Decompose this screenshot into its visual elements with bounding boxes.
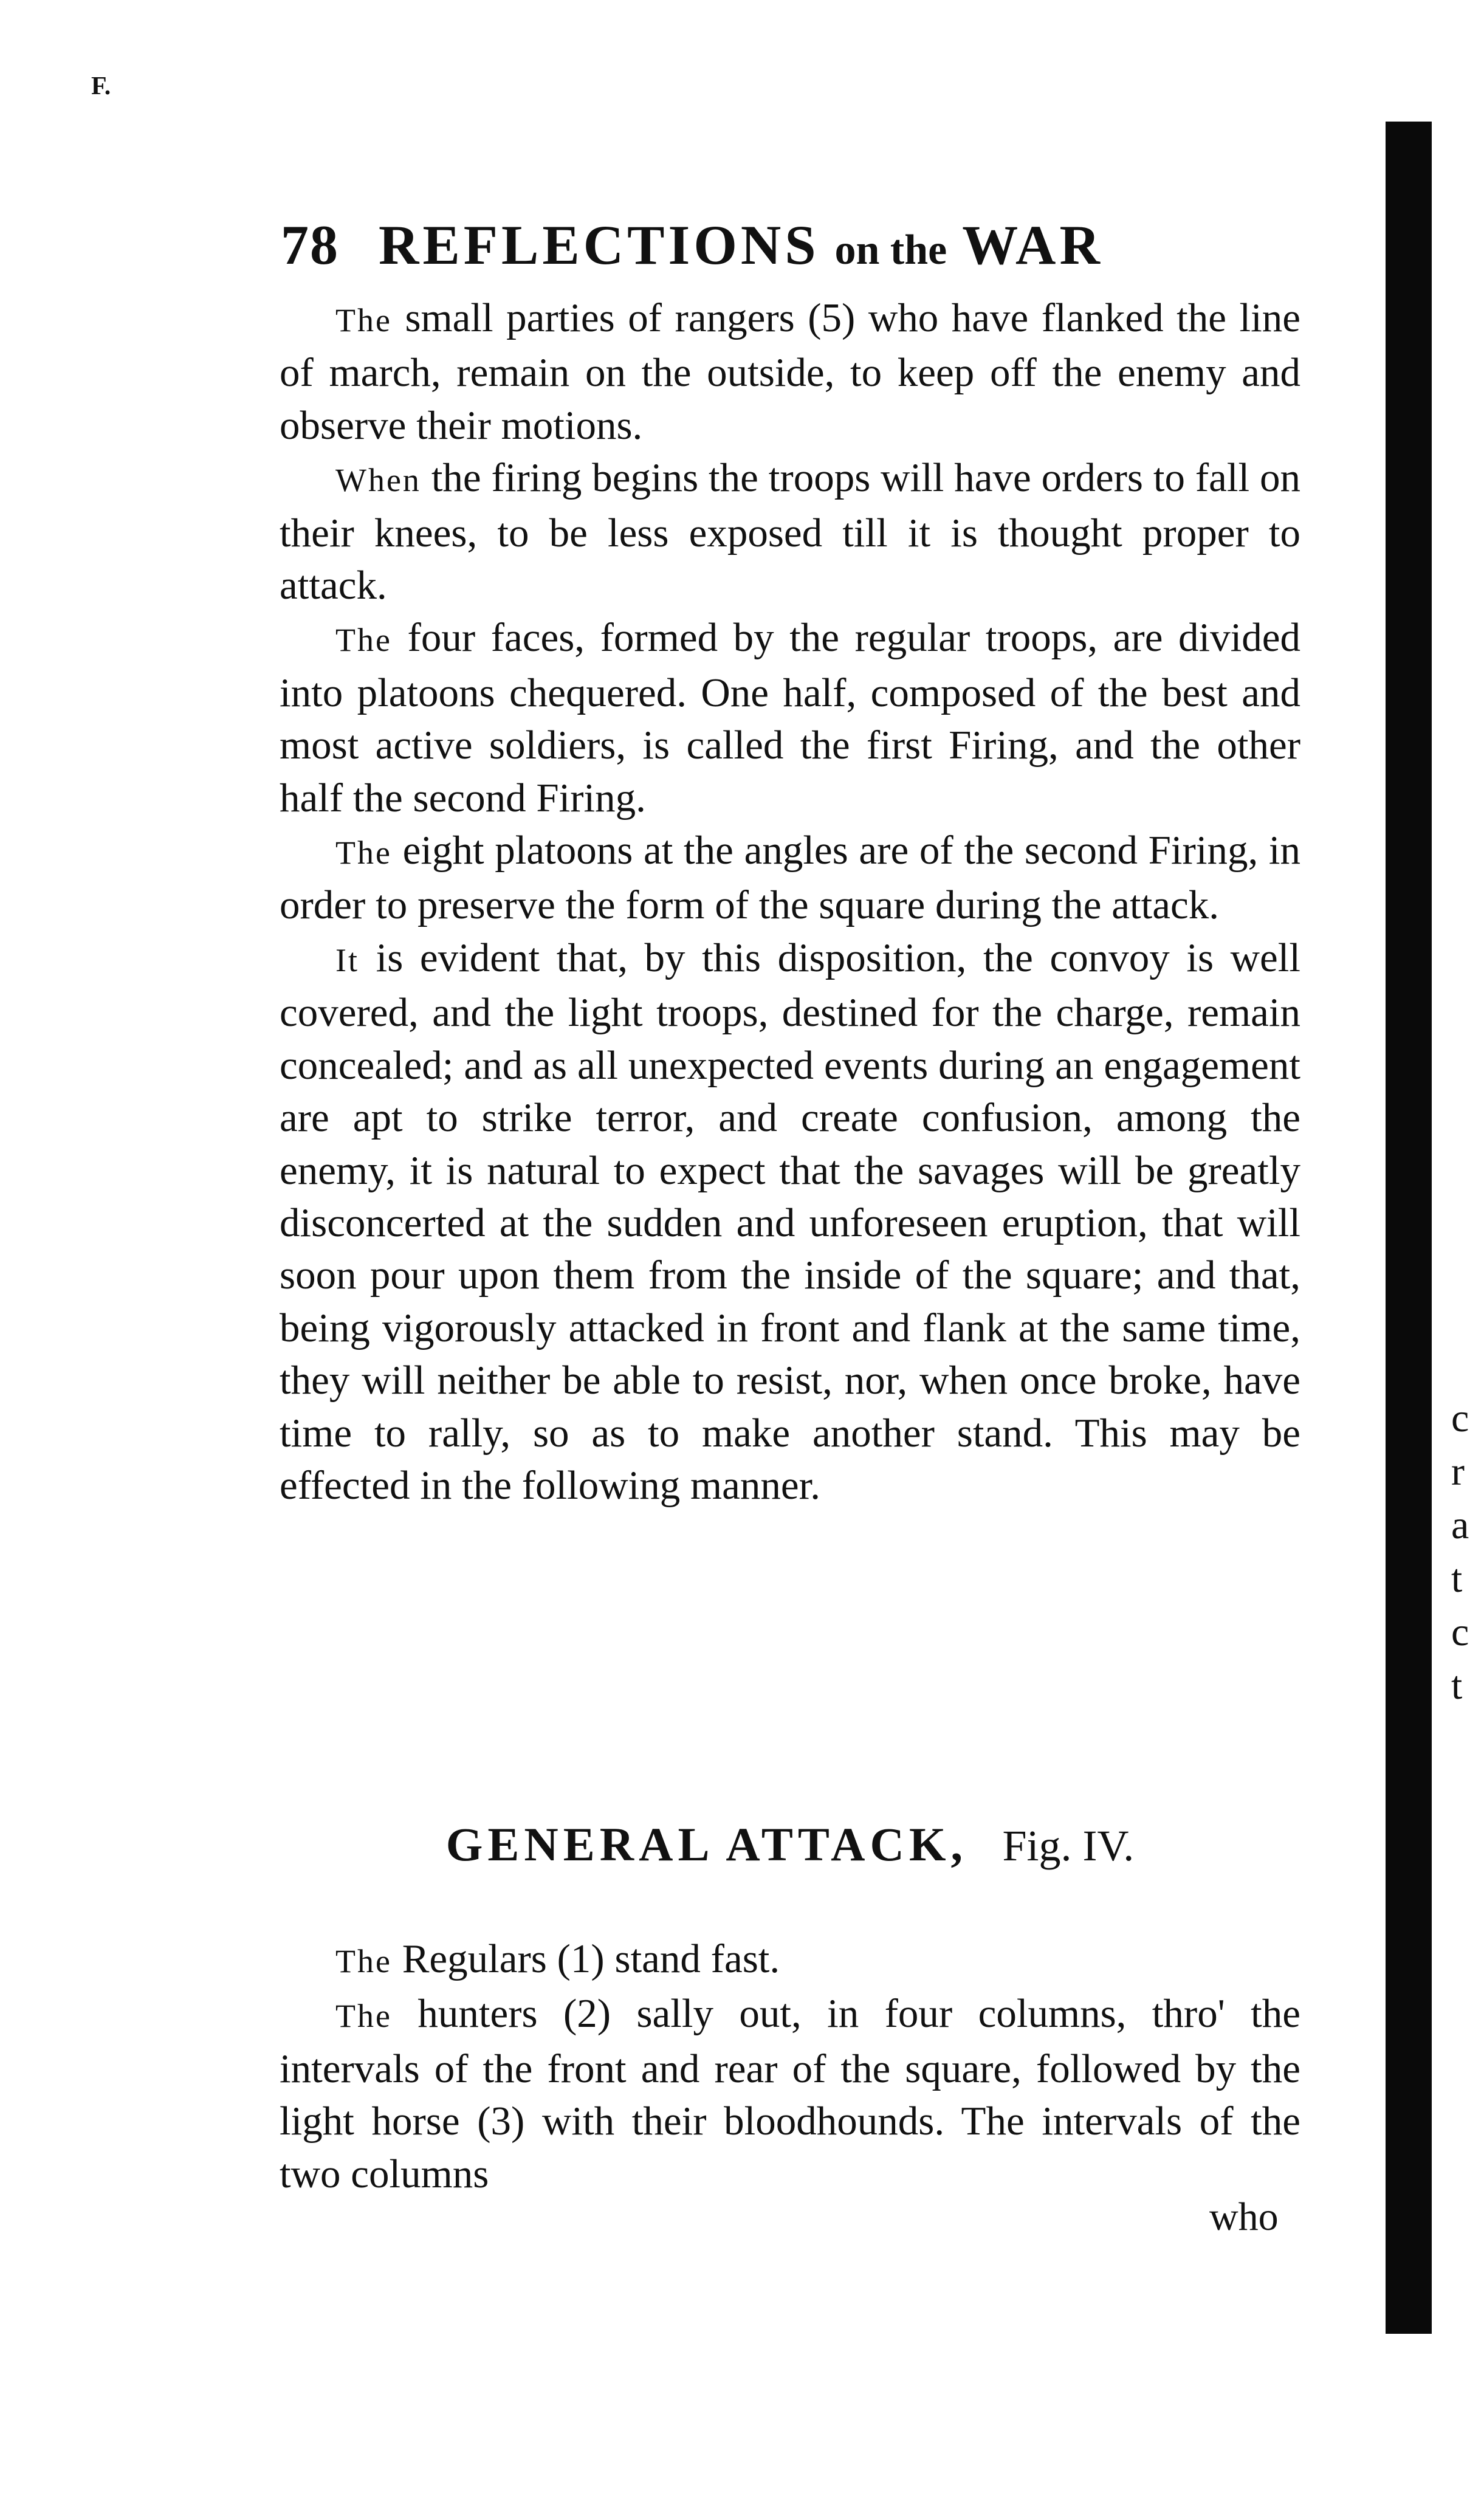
paragraph-text: is evident that, by this disposition, the convoy is well covered, and the light troops, destined for the charge, remain concealed; and as all unexpected events during an engagement are apt to strike terror, and create confusion, among the enemy, it is natural to expect that the savages will be greatly disconcerted at the sudden and unforeseen eruption, that will soon pour upon them from the inside of the square; and that, being vigorously attacked in front and flank at the same time, they will neither be able to resist, nor, when once broke, have time to rally, so as to make another stand. This may be effected in the following manner. xyxy=(280,935,1300,1508)
header-title-subject: WAR xyxy=(962,214,1104,276)
paragraph-lead: It xyxy=(335,941,359,978)
paragraph xyxy=(280,1933,1300,1987)
paragraph xyxy=(280,452,1300,611)
section-heading xyxy=(280,1817,1300,1872)
margin-letter: c xyxy=(1451,1610,1469,1654)
header-title-word: REFLECTIONS xyxy=(379,214,820,276)
paragraph-lead: The xyxy=(335,302,392,339)
paragraph-text: small parties of rangers (5) who have flanked the line of march, remain on the outside, to keep off the enemy and observe their motions. xyxy=(280,295,1301,448)
paragraph-lead: The xyxy=(335,1998,392,2035)
paragraph-text: four faces, formed by the regular troops, are divided into platoons chequered. One half, composed of the best and most active soldiers, is called the first Firing, and the other half the second Firing. xyxy=(280,615,1300,820)
margin-letter: r xyxy=(1451,1450,1465,1494)
figure-reference: Fig. IV. xyxy=(1002,1821,1135,1870)
paragraph-lead: The xyxy=(335,834,392,872)
body-text-continued xyxy=(280,1933,1300,2200)
header-title-connector: on the xyxy=(834,227,947,273)
margin-letter: t xyxy=(1451,1556,1463,1601)
margin-letter: t xyxy=(1451,1663,1463,1708)
paragraph-text: the firing begins the troops will have orders to fall on their knees, to be less exposed till it is thought proper to attack. xyxy=(280,455,1300,608)
paragraph-lead: The xyxy=(335,1943,392,1979)
paragraph-lead: The xyxy=(335,622,392,659)
body-text xyxy=(280,292,1300,1511)
paragraph xyxy=(280,292,1300,452)
paragraph-lead: When xyxy=(335,462,421,499)
corner-mark: F. xyxy=(91,72,111,100)
paragraph xyxy=(280,1987,1300,2200)
paragraph-text: hunters (2) sally out, in four columns, thro' the intervals of the front and rear of the square, followed by the light horse (3) with their bloodhounds. The intervals of the two columns xyxy=(280,1991,1301,2196)
paragraph-text: Regulars (1) stand fast. xyxy=(402,1936,780,1981)
paragraph-text: eight platoons at the angles are of the second Firing, in order to preserve the form of the square during the attack. xyxy=(280,828,1301,928)
paragraph xyxy=(280,824,1300,932)
catchword: who xyxy=(1209,2195,1279,2239)
binding-shadow-bar xyxy=(1386,122,1432,2334)
margin-letter: c xyxy=(1451,1396,1469,1440)
running-header xyxy=(281,213,1265,277)
section-title: GENERAL ATTACK, xyxy=(445,1818,967,1871)
facing-page-margin-letters xyxy=(1451,1392,1469,1713)
paragraph xyxy=(280,611,1300,824)
margin-letter: a xyxy=(1451,1503,1469,1547)
page-number: 78 xyxy=(281,214,339,276)
paragraph xyxy=(280,932,1300,1511)
